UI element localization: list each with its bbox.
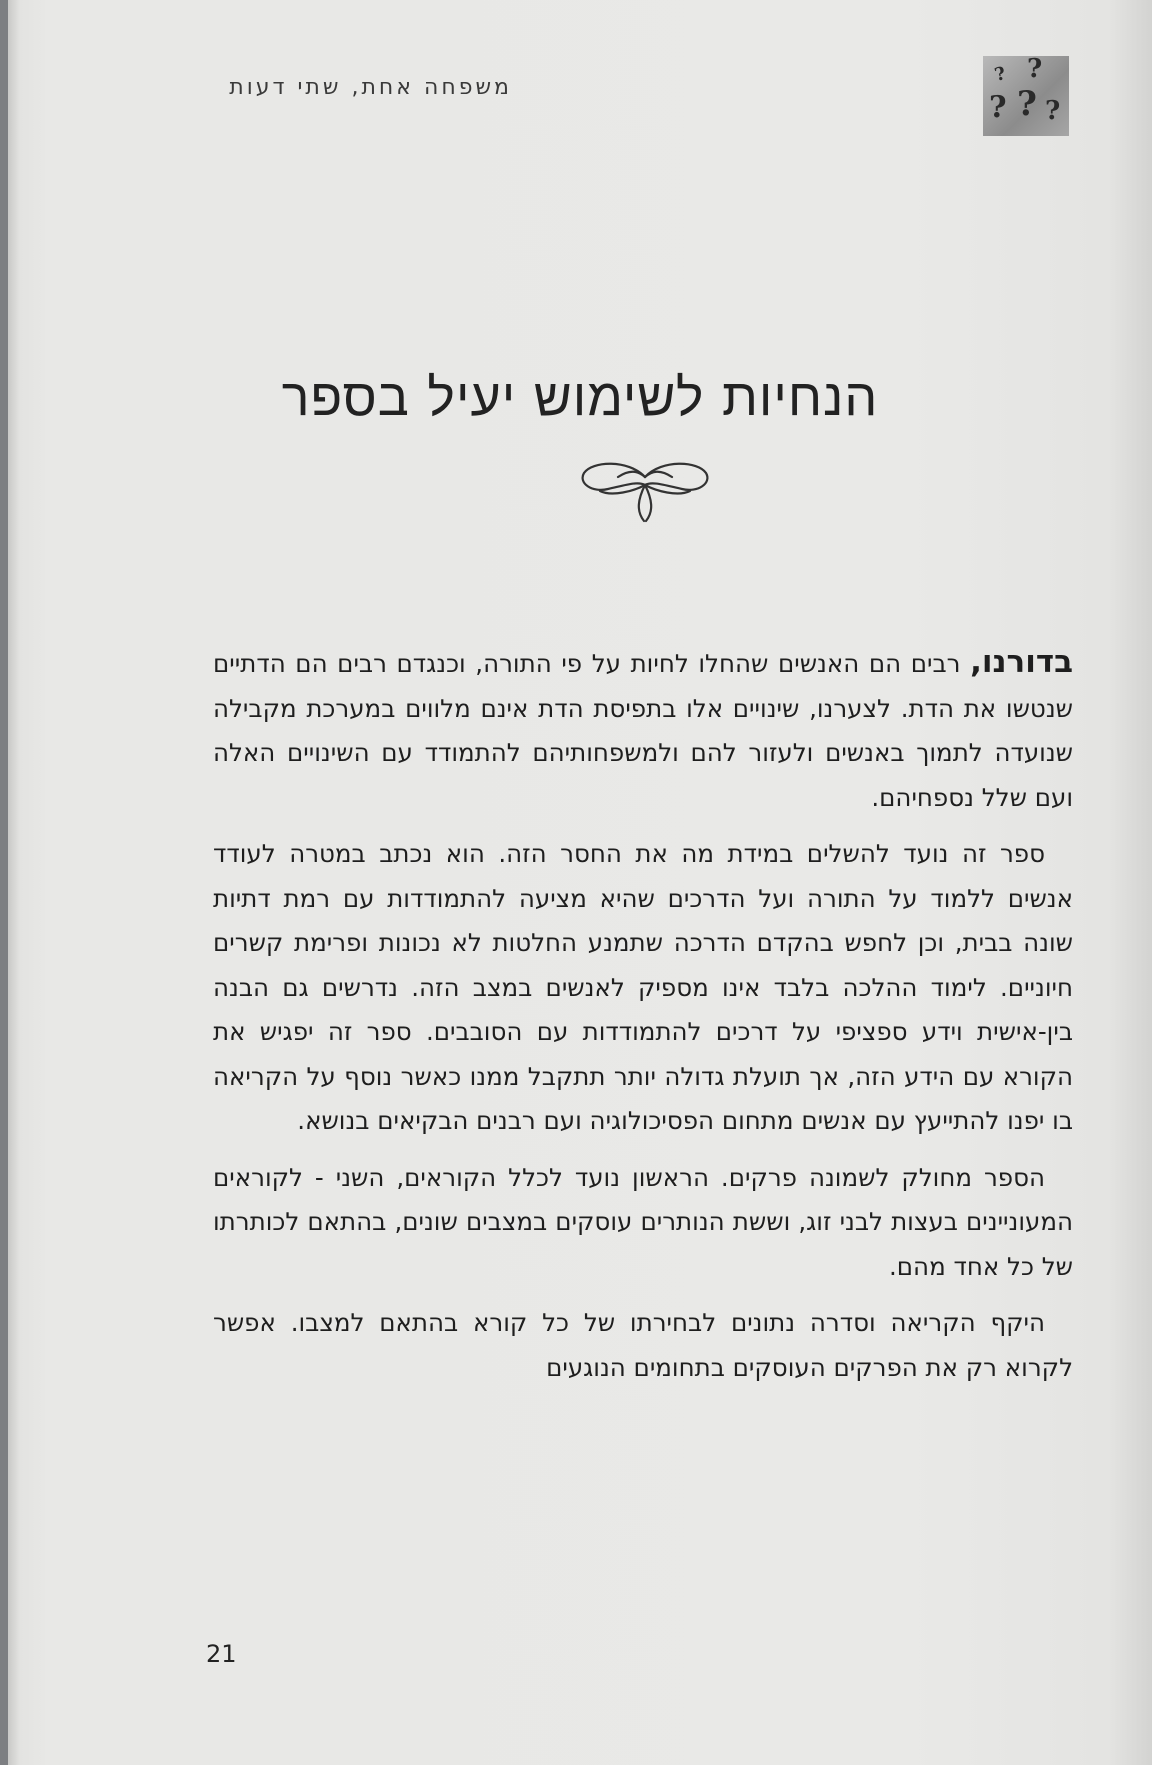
paragraph-3: הספר מחולק לשמונה פרקים. הראשון נועד לכלל הקוראים, השני - לקוראים המעוניינים בעצות לבני זוג, וששת הנותרים עוסקים במצבים שונים, בהתאם לכותרתו של כל אחד מהם. [213, 1162, 1073, 1281]
question-marks-image [983, 56, 1069, 136]
question-mark-glyph: ? [992, 62, 1009, 87]
question-mark-glyph: ? [989, 90, 1007, 125]
paragraph-2: ספר זה נועד להשלים במידת מה את החסר הזה. הוא נכתב במטרה לעודד אנשים ללמוד על התורה ועל הדרכים שהיא מציעה להתמודדות עם רמת דתיות שונה בבית, וכן לחפש בהקדם הדרכה שתמנע החלטות לא נכונות ופרימת קשרים חיוניים. לימוד ההלכה בלבד אינו מספיק לאנשים במצב הזה. נדרשים גם הבנה בין-אישית וידע ספציפי על דרכים להתמודדות עם הסובבים. ספר זה יפגיש את הקורא עם הידע הזה, אך תועלת גדולה יותר תתקבל ממנו כאשר נוסף על הקריאה בו יפנו להתייעץ עם אנשים מתחום הפסיכולוגיה ועם רבנים הבקיאים בנושא. [213, 839, 1073, 1135]
flourish-ornament-icon [578, 455, 713, 535]
paragraph-1-text: רבים הם האנשים שהחלו לחיות על פי התורה, וכנגדם רבים הם הדתיים שנטשו את הדת. לצערנו, שינויים אלו בתפיסת הדת אינם מלווים במערכת מקבילה שנועדה לתמוך באנשים ולעזור להם ולמשפחותיהם להתמודד עם השינויים האלה ועם שלל נספחיהם. [213, 649, 1073, 812]
question-mark-glyph: ? [1017, 84, 1037, 124]
page-number: 21 [206, 1640, 237, 1668]
chapter-title: הנחיות לשימוש יעיל בספר [281, 368, 879, 428]
paragraph-4: היקף הקריאה וסדרה נתונים לבחירתו של כל קורא בהתאם למצבו. אפשר לקרוא רק את הפרקים העוסקים בתחומים הנוגעים [213, 1308, 1073, 1382]
question-mark-glyph: ? [1027, 56, 1043, 84]
lead-word: בדורנו, [970, 644, 1073, 680]
paragraph-1 [213, 640, 1073, 820]
running-header: משפחה אחת, שתי דעות [229, 75, 512, 100]
body-text [213, 640, 1073, 1402]
question-mark-glyph: ? [1045, 96, 1061, 126]
book-page [8, 0, 1152, 1765]
